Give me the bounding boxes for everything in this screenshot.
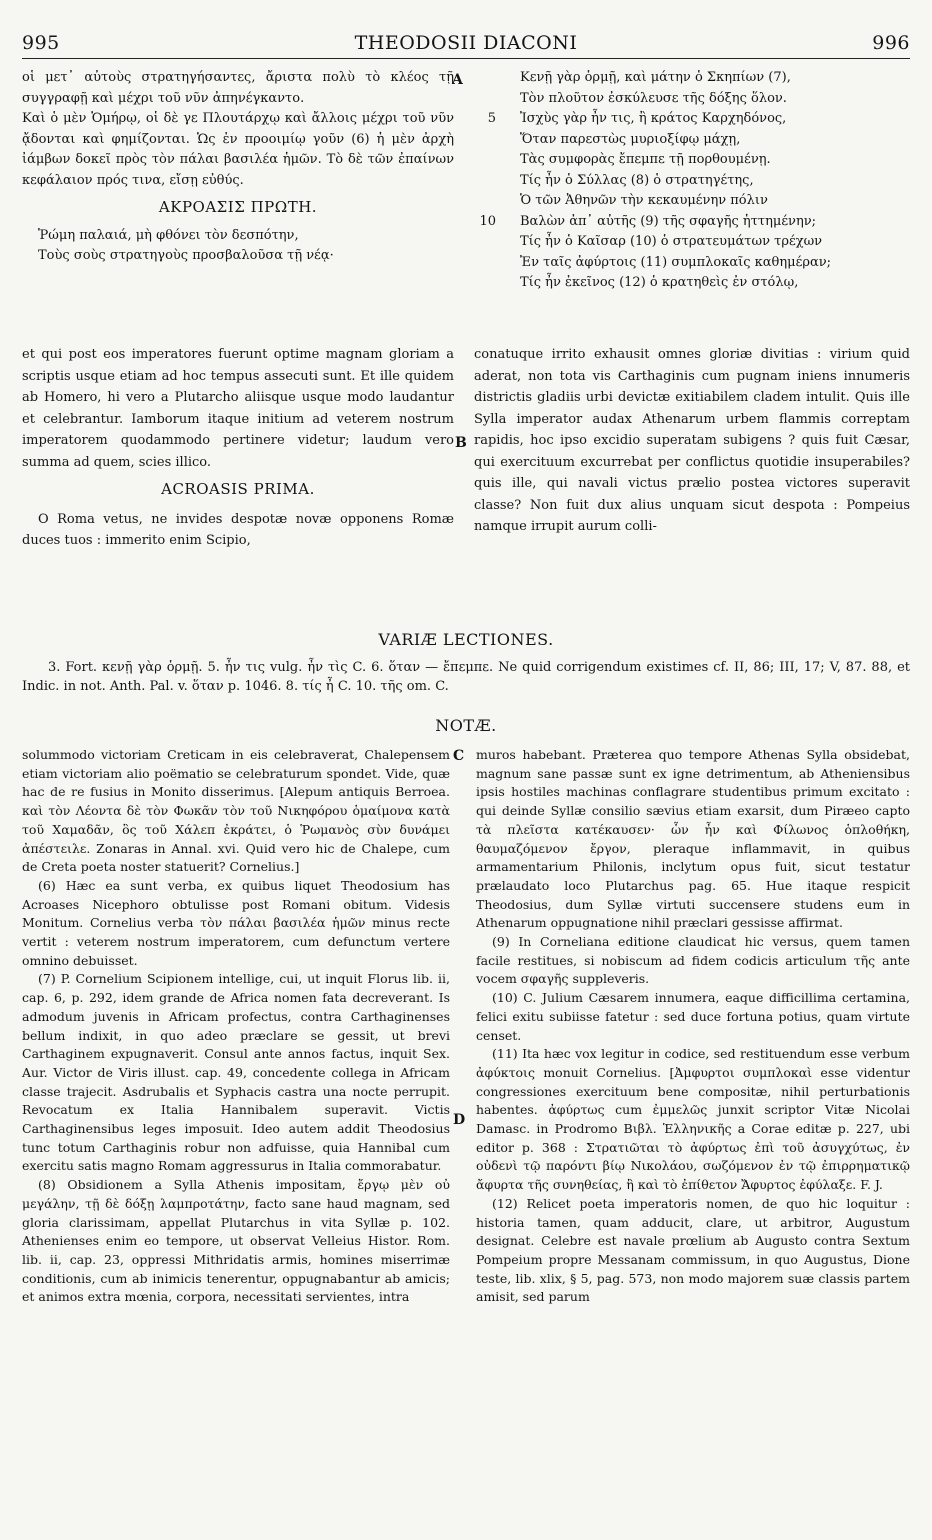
page-number-right: 996 <box>872 32 910 54</box>
verse-line <box>500 191 910 212</box>
notes-left-column <box>22 746 450 1530</box>
verse-text: Ἐν ταῖς ἀφύρτοις (11) συμπλοκαῖς καθημέραν; <box>520 254 832 270</box>
note-paragraph: (6) Hæc ea sunt verba, ex quibus liquet Theodosium has Acroases Nicephoro obtulisse post Romani obitum. Videsis Monitum. Cornelius verba τὸν πάλαι βασιλέα ἡμῶν minus recte vertit : veterem nostrum imperatorem, cum defunctum vertere omnino debuisset. <box>22 877 450 968</box>
verse-line <box>500 171 910 192</box>
variae-paragraph: 3. Fort. κενῇ γὰρ ὁρμῇ. 5. ἦν τις vulg. ἦν τὶς C. 6. ὅταν — ἔπεμπε. Ne quid corrigendum existimes cf. II, 86; III, 17; V, 87. 88, et Indic. in not. Anth. Pal. v. ὅταν p. 1046. 8. τίς ἦ C. 10. τῆς om. C. <box>22 660 910 694</box>
verse-text: Τίς ἦν ἐκεῖνος (12) ὁ κρατηθεὶς ἐν στόλῳ, <box>520 275 799 290</box>
greek-paragraph: οἱ μετ᾽ αὐτοὺς στρατηγήσαντες, ἄριστα πολὺ τὸ κλέος τῇ συγγραφῇ καὶ μέχρι τοῦ νῦν ἀπηνέγκαντο. <box>22 70 454 106</box>
verse-text: Ὅταν παρεστὼς μυριοξίφῳ μάχῃ, <box>520 131 741 147</box>
verse-line <box>500 232 910 253</box>
verse-text: Βαλὼν ἀπ᾽ αὐτῆς (9) τῆς σφαγῆς ἡττημένην; <box>520 213 817 229</box>
margin-marker-b: B <box>455 435 467 451</box>
greek-verses-right <box>479 68 910 336</box>
latin-paragraph: O Roma vetus, ne invides despotæ novæ opponens Romæ duces tuos : immerito enim Scipio, <box>22 511 454 548</box>
running-title: THEODOSII DIACONI <box>354 32 578 54</box>
note-paragraph: (9) In Corneliana editione claudicat hic versus, quem tamen facile restitues, si nobiscum ad fidem codicis articulum τῆς ante vocem σφαγῆς suppleveris. <box>476 934 910 987</box>
note-paragraph: (12) Relicet poeta imperatoris nomen, de quo hic loquitur : historia tamen, quam adducit, clare, ut arbitror, Augustum designat. Celebre est navale prœlium ab Augusto contra Sextum Pompeium propre Messanam commissum, in quo Augustus, Dione teste, lib. xlix, § 5, pag. 573, non modo majorem suæ classis partem amisit, sed parum <box>476 1195 910 1305</box>
verse-line <box>500 130 910 151</box>
margin-marker-a: A <box>452 72 463 88</box>
note-paragraph: (11) Ita hæc vox legitur in codice, sed restituendum esse verbum ἀφύκτοις monuit Cornelius. [Ἀμφυρτοι συμπλοκαὶ esse videntur congressiones exercituum bene compositæ, nihil perturbationis habentes. ἀφύρτως cum ἐμμελῶς junxit scriptor Vitæ Nicolai Damasc. in Prodromo Βιβλ. Ἑλληνικῆς a Corae editæ p. 227, ubi editor p. 368 : Στρατιῶται τὸ ἀφύρτως ἐπὶ τοῦ ἀσυγχύτως, ἐν οὐδενὶ τῷ παρόντι βίῳ Νικολάου, σωζόμενον ἐν τῷ ἐπιρρηματικῷ ἄφυρτα τῆς συνηθείας, ἣ καὶ τὸ ἐπίθετον Ἄφυρτος ἐφύλαξε. F. J. <box>476 1046 910 1193</box>
note-paragraph: (8) Obsidionem a Sylla Athenis impositam, ἔργῳ μὲν οὐ μεγάλην, τῇ δὲ δόξῃ λαμπροτάτην, facto sane haud magnam, sed gloria clarissimam, appellat Plutarchus in vita Syllæ p. 102. Athenienses enim eo tempore, ut observat Velleius Histor. Rom. lib. ii, cap. 23, oppressi Mithridatis armis, homines miserrimæ conditionis, cum ab inimicis tenerentur, oppugnabantur ab amicis; et animos extra mœnia, corpora, necessitati servientes, intra <box>22 1177 450 1305</box>
greek-verse-line: Τοὺς σοὺς στρατηγοὺς προσβαλοῦσα τῇ νέᾳ· <box>38 248 334 263</box>
verse-line <box>479 212 910 233</box>
margin-marker-d: D <box>453 1112 466 1128</box>
latin-heading: ACROASIS PRIMA. <box>161 480 315 498</box>
latin-paragraph: et qui post eos imperatores fuerunt optime magnam gloriam a scriptis usque etiam ad hoc tempus assecuti sunt. Et ille quidem ab Homero, hi vero a Plutarcho aliisque usque modo laudantur et celebrantur. Iamborum itaque initium ad veterem nostrum imperatorem quodammodo pertinere videtur; laudum vero summa ad quem, scies illico. <box>22 347 454 470</box>
greek-paragraph: Καὶ ὁ μὲν Ὁμήρῳ, οἱ δὲ γε Πλουτάρχῳ καὶ ἄλλοις μέχρι τοῦ νῦν ᾄδονται καὶ φημίζονται. Ὡς ἐν προοιμίῳ γοῦν (6) ἡ μὲν ἀρχὴ ἰάμβων δοκεῖ πρὸς τὸν πάλαι βασιλέα ἡμῶν. Τὸ δὲ τῶν ἐπαίνων κεφάλαιον πρός τινα, εἴσῃ εὐθύς. <box>22 111 454 188</box>
verse-number: 5 <box>487 111 496 126</box>
verse-line <box>500 68 910 89</box>
margin-marker-c: C <box>453 748 465 764</box>
note-paragraph: (7) P. Cornelium Scipionem intellige, cui, ut inquit Florus lib. ii, cap. 6, p. 292, idem grande de Africa nomen fata decreverant. Is admodum juvenis in Africam profectus, contra Carthaginenses bellum indixit, in quo adeo præclare se gessit, ut brevi Carthaginem expugnaverit. Consul ante annos factus, inquit Sex. Aur. Victor de Viris illust. cap. 49, concedente collega in Africam classe trajecit. Asdrubalis et Syphacis castra una nocte perrupit. Revocatum ex Italia Hannibalem superavit. Victis Carthaginensibus leges imposuit. Ideo autem addit Theodosius tunc totum Carthaginis robur non adfuisse, quia Hannibal cum exercitu satis magno Romam aggressurus in Italia commorabatur. <box>22 971 450 1174</box>
latin-text-left <box>22 344 454 630</box>
greek-verse-line: Ῥώμη παλαιά, μὴ φθόνει τὸν δεσπότην, <box>38 227 299 243</box>
note-paragraph: muros habebant. Præterea quo tempore Athenas Sylla obsidebat, magnum sane passæ sunt ex igne detrimentum, ab Atheniensibus ipsis hostiles machinas conflagrare studentibus primum excitato : qui deinde Syllæ consilio sævius etiam exarsit, dum Piræeo capto τὰ πλεῖστα κατέκαυσεν· ὧν ἦν καὶ Φίλωνος ὁπλοθήκη, θαυμαζόμενον ἔργον, pleraque inflammavit, in quibus armamentarium Philonis, inclytum opus fuit, sicut testatur prælaudato loco Plutarchus pag. 65. Hue itaque respicit Theodosius, dum Syllæ virtuti succensere studens eum in Athenarum oppugnatione nihil præclari gessisse affirmat. <box>476 747 910 931</box>
latin-paragraph: conatuque irrito exhausit omnes gloriæ divitias : virium quid aderat, non tota vis Carthaginis cum pugnam iniens innumeris districtis gladiis urbi devictæ exitiabilem cladem intulit. Quis ille Sylla imperator audax Athenarum urbem flammis correptam rapidis, hoc ipso excidio superatam subigens ? quis fuit Cæsar, qui exercituum excurrebat per conflictus quotidie insuperabiles? quis ille, qui navali victus prælio postea victores superavit classe? Non fuit dux alius unquam sicut despota : Pompeius namque irrupit aurum colli- <box>474 347 910 534</box>
verse-text: Τὰς συμφορὰς ἔπεμπε τῇ πορθουμένῃ. <box>520 152 771 167</box>
verse-number: 10 <box>479 213 496 229</box>
notes-right-column <box>476 746 910 1530</box>
running-head <box>22 30 910 59</box>
verse-text: Τὸν πλοῦτον ἐσκύλευσε τῆς δόξης ὅλον. <box>520 90 787 106</box>
verse-line <box>500 150 910 171</box>
verse-text: Τίς ἦν ὁ Καῖσαρ (10) ὁ στρατευμάτων τρέχων <box>520 234 823 249</box>
verse-text: Τίς ἦν ὁ Σύλλας (8) ὁ στρατηγέτης, <box>520 172 754 188</box>
verse-text: Ἰσχὺς γὰρ ἦν τις, ἢ κράτος Καρχηδόνος, <box>520 111 787 126</box>
note-paragraph: solummodo victoriam Creticam in eis celebraverat, Chalepensem etiam victoriam alio poëmatio se celebraturum spondet. Vide, quæ hac de re fusius in Monito disserimus. [Alepum antiquis Berroea. καὶ τὸν Λέοντα δὲ τὸν Φωκᾶν τὸν τοῦ Νικηφόρου ὁμαίμονα κατὰ τοῦ Χαμαδᾶν, ὃς τοῦ Χάλεπ ἐκράτει, ὁ Ῥωμανὸς σὺν δυνάμει ἀπέστειλε. Zonaras in Annal. xvi. Quid vero hic de Chalepe, cum de Creta poeta noster statuerit? Cornelius.] <box>22 747 450 875</box>
greek-text-left <box>22 68 454 336</box>
greek-heading: ΑΚΡΟΑΣΙΣ ΠΡΩΤΗ. <box>158 198 318 216</box>
verse-text: Ὁ τῶν Ἀθηνῶν τὴν κεκαυμένην πόλιν <box>520 193 768 208</box>
verse-line <box>500 273 910 294</box>
latin-text-right <box>474 344 910 630</box>
page-number-left: 995 <box>22 32 60 54</box>
note-paragraph: (10) C. Julium Cæsarem innumera, eaque difficillima certamina, felici exitu subiisse fatetur : sed duce fortuna potius, quam virtute censet. <box>476 990 910 1043</box>
verse-text: Κενῇ γὰρ ὁρμῇ, καὶ μάτην ὁ Σκηπίων (7), <box>520 70 791 85</box>
variae-lectiones-title: VARIÆ LECTIONES. <box>378 630 554 649</box>
page <box>22 30 910 1530</box>
variae-lectiones-text <box>22 658 910 696</box>
verse-line <box>500 89 910 110</box>
notae-title: NOTÆ. <box>435 716 497 735</box>
verse-line <box>487 109 910 130</box>
verse-line <box>500 253 910 274</box>
